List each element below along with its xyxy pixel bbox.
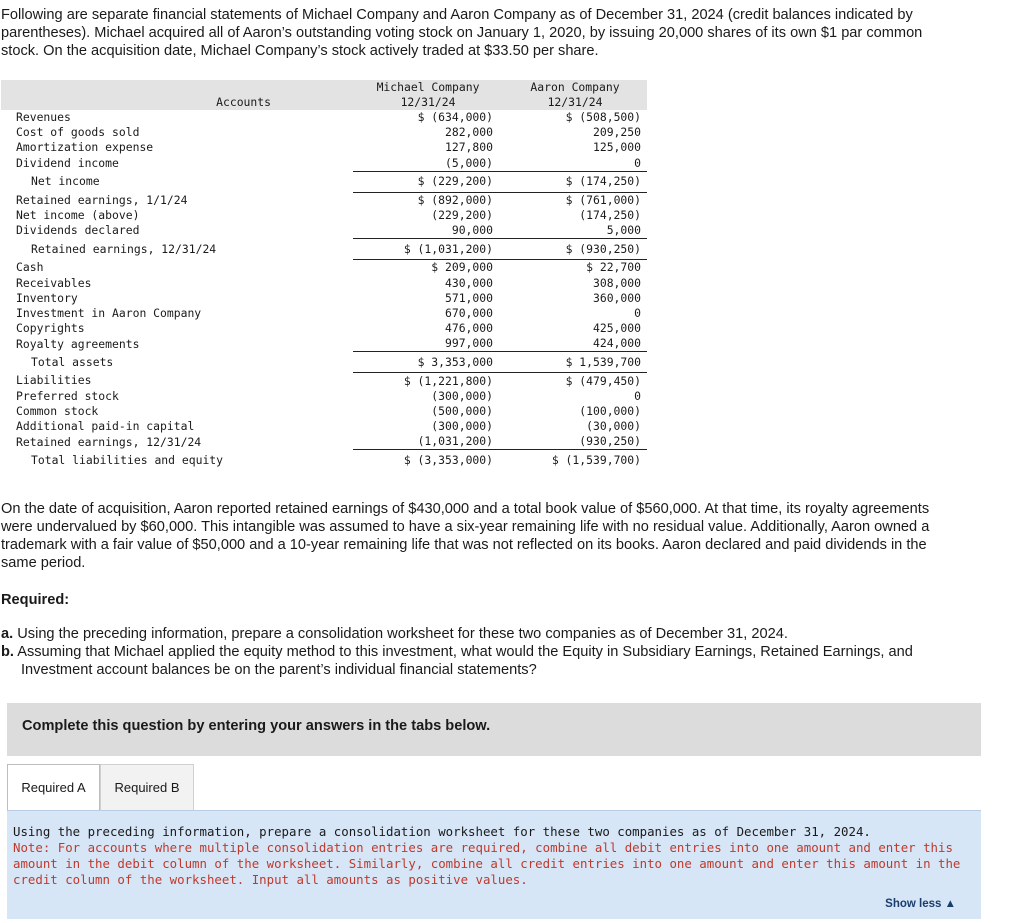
aaron-value: $ (761,000) — [503, 192, 647, 208]
michael-value: $ (3,353,000) — [353, 450, 503, 471]
table-row — [1, 306, 647, 321]
table-row — [1, 239, 647, 260]
required-a-label: a. — [1, 626, 14, 642]
michael-value: (300,000) — [431, 419, 493, 434]
account-label: Copyrights — [16, 321, 85, 336]
table-row — [1, 156, 647, 172]
caret-up-icon: ▲ — [941, 898, 956, 910]
table-row — [1, 434, 647, 450]
account-label: Liabilities — [16, 373, 92, 388]
aaron-value: 125,000 — [592, 140, 641, 155]
table-row — [1, 373, 647, 389]
account-label: Net income — [31, 174, 100, 189]
table-row — [1, 291, 647, 306]
michael-value: $ (1,031,200) — [353, 239, 503, 260]
table-row — [1, 276, 647, 291]
account-label: Net income (above) — [16, 208, 140, 223]
table-row — [1, 321, 647, 336]
complete-question-bar — [7, 703, 981, 756]
required-a-text: Using the preceding information, prepare a consolidation worksheet for these two companies as of December 31, 2024. — [17, 626, 788, 642]
required-list — [1, 625, 921, 679]
account-label: Cost of goods sold — [16, 125, 140, 140]
aaron-value: 424,000 — [592, 336, 641, 351]
intro-paragraph: Following are separate financial statements of Michael Company and Aaron Company as of December 31, 2024 (credit balances indicated by parentheses). Michael acquired all of Aaron’s outstanding voting stock on January 1, 2020, by issuing 20,000 shares of its own $1 par common stock. On the acquisition date, Michael Company’s stock actively traded at $33.50 per share. — [1, 7, 923, 59]
account-label: Retained earnings, 12/31/24 — [16, 434, 202, 449]
account-label: Retained earnings, 1/1/24 — [16, 192, 188, 207]
table-row — [1, 140, 647, 155]
aaron-value: (30,000) — [586, 419, 641, 434]
aaron-value: 308,000 — [592, 275, 641, 290]
table-row — [1, 389, 647, 404]
aaron-value: 209,250 — [592, 125, 641, 140]
michael-value: $ 209,000 — [353, 260, 503, 276]
account-label: Dividends declared — [16, 223, 140, 238]
account-label: Revenues — [16, 110, 71, 125]
required-b-text: Assuming that Michael applied the equity method to this investment, what would the Equity in Subsidiary Earnings, Retained Earnings, and Investment account balances be on the parent’s individual financial statements? — [17, 644, 913, 678]
michael-header-name: Michael Company — [376, 80, 480, 94]
michael-value: 282,000 — [444, 125, 493, 140]
account-label: Receivables — [16, 275, 92, 290]
instruction-panel — [7, 810, 981, 919]
michael-value: 997,000 — [444, 336, 493, 351]
account-label: Dividend income — [16, 155, 119, 170]
required-b-label: b. — [1, 644, 14, 660]
michael-value: 430,000 — [444, 275, 493, 290]
aaron-header-name: Aaron Company — [530, 80, 620, 94]
michael-value: (300,000) — [431, 388, 493, 403]
table-row — [1, 208, 647, 223]
instruction-block — [13, 824, 973, 888]
michael-value: $ (634,000) — [417, 110, 493, 125]
table-row — [1, 192, 647, 208]
aaron-value: (100,000) — [579, 403, 641, 418]
tab-required-a[interactable]: Required A — [7, 764, 100, 811]
table-row — [1, 419, 647, 434]
michael-value: $ (892,000) — [353, 192, 503, 208]
aaron-value: (174,250) — [579, 208, 641, 223]
aaron-value: (930,250) — [579, 434, 641, 449]
show-less-label: Show less — [885, 898, 942, 910]
account-label: Preferred stock — [16, 388, 119, 403]
table-row — [1, 125, 647, 140]
aaron-value: $ 1,539,700 — [503, 352, 647, 373]
aaron-value: 0 — [634, 155, 641, 170]
aaron-header-date: 12/31/24 — [547, 95, 603, 109]
table-row — [1, 404, 647, 419]
tab-required-b[interactable]: Required B — [100, 764, 194, 811]
account-label: Total liabilities and equity — [31, 452, 224, 467]
note-text: Note: For accounts where multiple consolidation entries are required, combine all debit entries into one amount and enter this amount in the debit column of the worksheet. Similarly, combine all credit entries into one amount and enter this amount in the credit column of the worksheet. Input all amounts as positive values. — [13, 840, 961, 887]
table-row — [1, 171, 647, 192]
table-row — [1, 450, 647, 471]
required-a-item — [1, 625, 921, 643]
financial-statements-table — [1, 80, 647, 470]
aaron-header — [503, 80, 647, 110]
michael-value: $ 3,353,000 — [353, 352, 503, 373]
account-label: Total assets — [31, 354, 114, 369]
complete-question-text: Complete this question by entering your answers in the tabs below. — [22, 718, 491, 734]
account-label: Amortization expense — [16, 140, 154, 155]
aaron-value: $ (1,539,700) — [503, 450, 647, 471]
account-label: Investment in Aaron Company — [16, 305, 202, 320]
accounts-header: Accounts — [1, 80, 353, 110]
aaron-value: 0 — [634, 305, 641, 320]
aaron-value: 0 — [634, 388, 641, 403]
michael-value: (5,000) — [444, 155, 493, 170]
michael-header — [353, 80, 503, 110]
table-row — [1, 352, 647, 373]
required-heading: Required: — [1, 592, 70, 608]
michael-value: (1,031,200) — [417, 434, 493, 449]
aaron-value: $ 22,700 — [503, 260, 647, 276]
aaron-value: $ (479,450) — [503, 373, 647, 389]
account-label: Common stock — [16, 403, 99, 418]
aaron-value: 5,000 — [606, 223, 641, 238]
account-label: Royalty agreements — [16, 336, 140, 351]
account-label: Inventory — [16, 290, 78, 305]
michael-value: 571,000 — [444, 290, 493, 305]
table-row — [1, 223, 647, 239]
michael-value: $ (1,221,800) — [353, 373, 503, 389]
acquisition-paragraph: On the date of acquisition, Aaron reported retained earnings of $430,000 and a total book value of $560,000. At that time, its royalty agreements were undervalued by $60,000. This intangible was assumed to have a six-year remaining life with no residual value. Additionally, Aaron owned a trademark with a fair value of $50,000 and a 10-year remaining life that was not reflected on its books. Aaron declared and paid dividends in the same period. — [1, 501, 930, 571]
michael-header-date: 12/31/24 — [400, 95, 456, 109]
michael-value: $ (229,200) — [353, 171, 503, 192]
michael-value: (500,000) — [431, 403, 493, 418]
table-header-row — [1, 80, 647, 110]
show-less-link[interactable] — [885, 898, 956, 910]
account-label: Cash — [16, 260, 44, 275]
account-label: Retained earnings, 12/31/24 — [31, 241, 217, 256]
aaron-value: $ (930,250) — [503, 239, 647, 260]
aaron-value: $ (174,250) — [503, 171, 647, 192]
account-label: Additional paid-in capital — [16, 419, 195, 434]
michael-value: (229,200) — [431, 208, 493, 223]
aaron-value: 360,000 — [592, 290, 641, 305]
aaron-value: 425,000 — [592, 321, 641, 336]
table-row — [1, 110, 647, 125]
michael-value: 127,800 — [444, 140, 493, 155]
required-b-item — [1, 643, 921, 679]
michael-value: 670,000 — [444, 305, 493, 320]
table-row — [1, 336, 647, 352]
instruction-text: Using the preceding information, prepare a consolidation worksheet for these two companies as of December 31, 2024. — [13, 824, 871, 839]
michael-value: 476,000 — [444, 321, 493, 336]
aaron-value: $ (508,500) — [565, 110, 641, 125]
table-row — [1, 260, 647, 276]
michael-value: 90,000 — [451, 223, 493, 238]
